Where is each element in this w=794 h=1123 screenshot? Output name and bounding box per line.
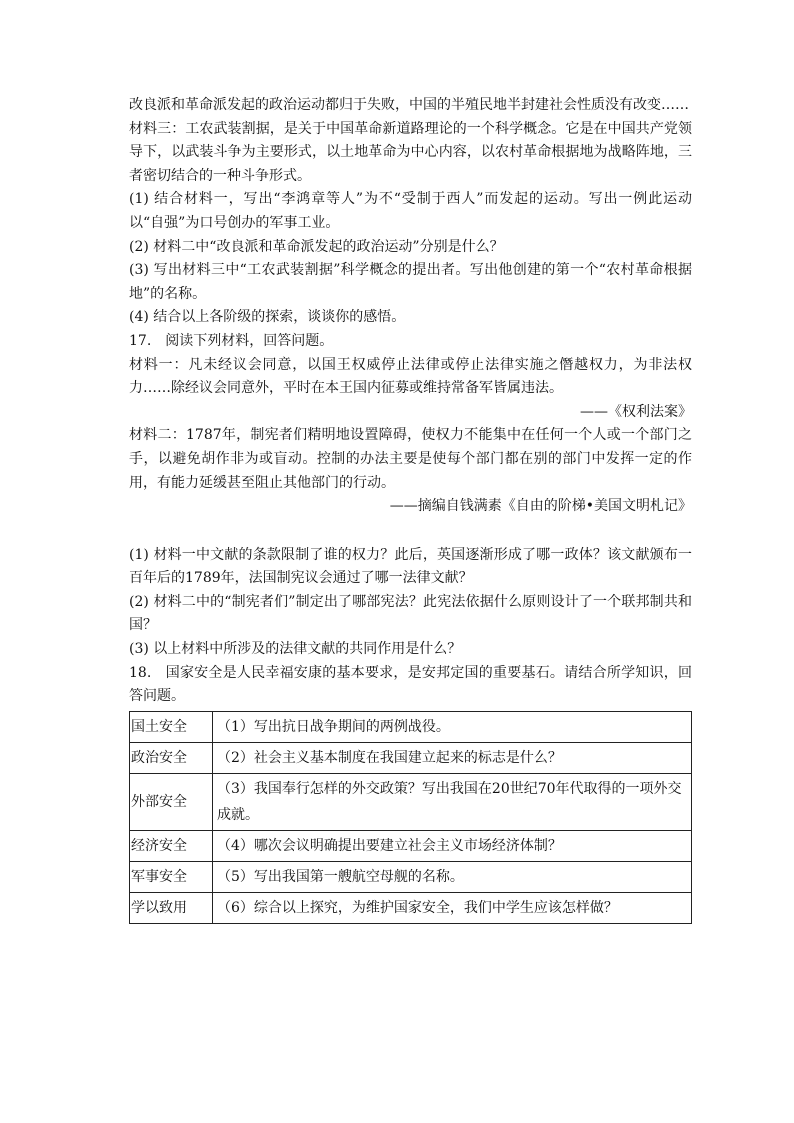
document-page: [129, 94, 692, 924]
table-cell-question: （5）写出我国第一艘航空母舰的名称。: [213, 861, 692, 892]
table-cell-category: 军事安全: [130, 861, 213, 892]
q17-material2: 材料二：1787年，制宪者们精明地设置障碍，使权力不能集中在任何一个人或一个部门之手，以避免胡作非为或盲动。控制的办法主要是使每个部门都在别的部门中发挥一定的作用，有能力延缓甚至阻止其他部门的行动。: [129, 427, 692, 491]
q18-table: [129, 711, 692, 924]
q16-question-1: (1) 结合材料一，写出“李鸿章等人”为不“受制于西人”而发起的运动。写出一例此运动以“自强”为口号创办的军事工业。: [129, 191, 692, 231]
table-cell-question: （3）我国奉行怎样的外交政策？写出我国在20世纪70年代取得的一项外交成就。: [213, 773, 692, 830]
q17-stem: 17. 阅读下列材料，回答问题。: [129, 332, 334, 349]
material2-continuation: 改良派和革命派发起的政治运动都归于失败，中国的半殖民地半封建社会性质没有改变……: [129, 97, 689, 113]
table-row: [130, 773, 692, 830]
q17-question-3: (3) 以上材料中所涉及的法律文献的共同作用是什么？: [129, 641, 462, 658]
table-row: [130, 830, 692, 861]
table-cell-category: 政治安全: [130, 742, 213, 773]
q17-source1: ——《权利法案》: [580, 403, 692, 420]
q17-source2: ——摘编自钱满素《自由的阶梯•美国文明札记》: [389, 498, 692, 515]
table-cell-category: 经济安全: [130, 830, 213, 861]
table-row: [130, 892, 692, 923]
table-cell-question: （6）综合以上探究，为维护国家安全，我们中学生应该怎样做？: [213, 892, 692, 923]
q16-question-3: (3) 写出材料三中“工农武装割据”科学概念的提出者。写出他创建的第一个“农村革命根据地”的名称。: [129, 262, 692, 302]
table-row: [130, 742, 692, 773]
table-row: [130, 861, 692, 892]
material3-text: 材料三：工农武装割据，是关于中国革命新道路理论的一个科学概念。它是在中国共产党领导下，以武装斗争为主要形式，以土地革命为中心内容，以农村革命根据地为战略阵地，三者密切结合的一种斗争形式。: [129, 120, 692, 184]
table-cell-category: 学以致用: [130, 892, 213, 923]
q16-question-4: (4) 结合以上各阶级的探索，谈谈你的感悟。: [129, 309, 406, 326]
table-cell-question: （1）写出抗日战争期间的两例战役。: [213, 711, 692, 742]
table-cell-category: 国土安全: [130, 711, 213, 742]
q17-material1: 材料一：凡未经议会同意，以国王权威停止法律或停止法律实施之僭越权力，为非法权力……除经议会同意外，平时在本王国内征募或维持常备军皆属违法。: [129, 356, 692, 397]
table-cell-question: （4）哪次会议明确提出要建立社会主义市场经济体制？: [213, 830, 692, 861]
table-cell-category: 外部安全: [130, 773, 213, 830]
q17-question-1: (1) 材料一中文献的条款限制了谁的权力？此后，英国逐渐形成了哪一政体？该文献颁布一百年后的1789年，法国制宪议会通过了哪一法律文献？: [129, 546, 692, 587]
q17-question-2: (2) 材料二中的“制宪者们”制定出了哪部宪法？此宪法依据什么原则设计了一个联邦制共和国？: [129, 593, 692, 634]
q18-stem: 18. 国家安全是人民幸福安康的基本要求，是安邦定国的重要基石。请结合所学知识，回答问题。: [129, 664, 692, 705]
table-row: [130, 711, 692, 742]
q16-question-2: (2) 材料二中“改良派和革命派发起的政治运动”分别是什么？: [129, 238, 504, 255]
blank-line: [129, 519, 692, 544]
table-cell-question: （2）社会主义基本制度在我国建立起来的标志是什么？: [213, 742, 692, 773]
